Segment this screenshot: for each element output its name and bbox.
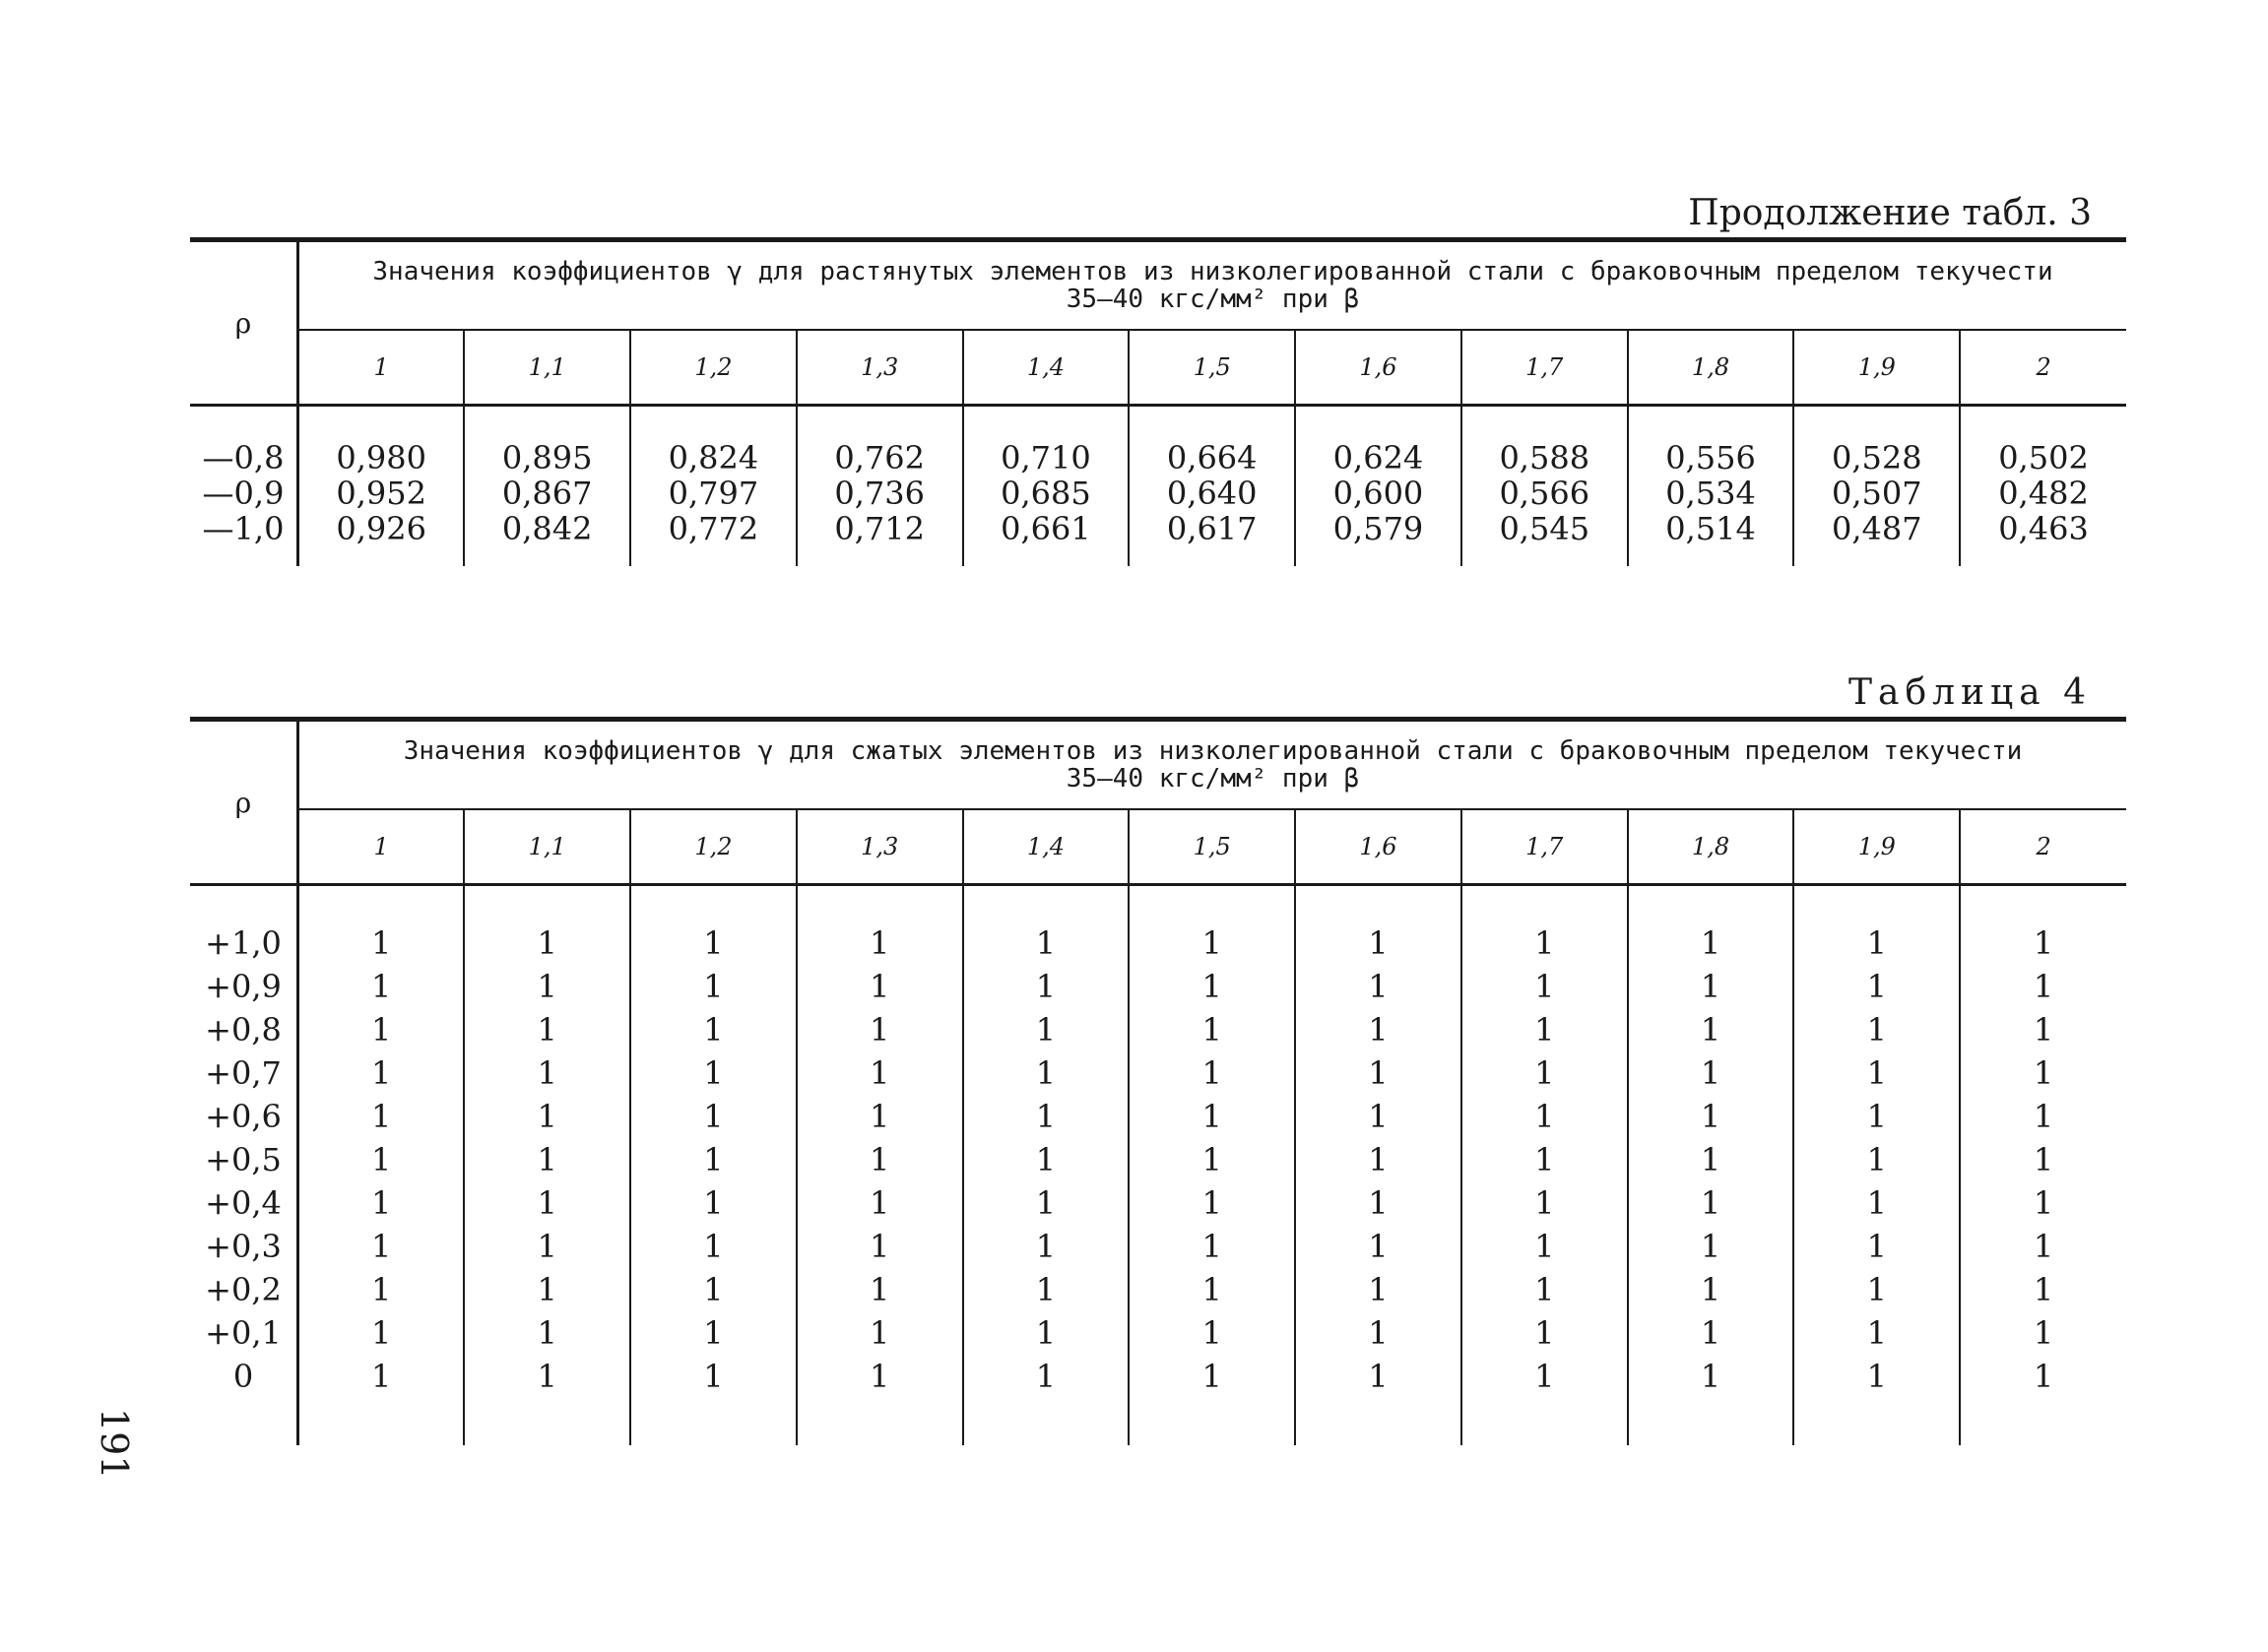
gamma-value: 1 [1793, 1008, 1960, 1051]
rho-value: +0,5 [190, 1138, 298, 1181]
gamma-value: 1 [2033, 1098, 2054, 1135]
table-row [190, 1051, 2126, 1095]
gamma-value: 1 [1628, 1268, 1794, 1311]
gamma-value: 1 [2033, 1314, 2054, 1352]
gamma-value: 1 [1295, 1051, 1461, 1095]
gamma-value: 0,482 [1998, 475, 2089, 512]
rho-value: +0,9 [190, 965, 298, 1008]
table-4-body [190, 885, 2126, 1446]
gamma-value: 1 [298, 1311, 465, 1355]
table-row [190, 885, 2126, 966]
gamma-value: 1 [1461, 1268, 1628, 1311]
gamma-value: 1 [1295, 885, 1461, 966]
table-row [190, 1181, 2126, 1225]
gamma-value: 1 [1295, 965, 1461, 1008]
gamma-value: 0,952 [298, 476, 465, 511]
gamma-value: 0,588 [1461, 406, 1628, 477]
table-row [190, 511, 2126, 566]
beta-column-header: 1,9 [1793, 809, 1960, 885]
gamma-value: 1 [963, 1311, 1130, 1355]
gamma-value: 1 [797, 1225, 963, 1268]
rho-value: +0,2 [190, 1268, 298, 1311]
gamma-value: 1 [1793, 1268, 1960, 1311]
table-3-title-line2: 35—40 кгс/мм² при β [1066, 285, 1360, 314]
gamma-value: 1 [963, 1181, 1130, 1225]
gamma-value: 1 [1793, 1095, 1960, 1138]
gamma-value: 1 [1628, 1051, 1794, 1095]
gamma-value: 1 [2033, 1054, 2054, 1092]
gamma-value: 0,617 [1129, 511, 1295, 566]
gamma-value: 1 [464, 1095, 630, 1138]
gamma-value: 0,507 [1793, 476, 1960, 511]
gamma-value: 1 [1461, 1311, 1628, 1355]
table-row [190, 1225, 2126, 1268]
gamma-value: 0,514 [1628, 511, 1794, 566]
table-row [190, 1268, 2126, 1311]
beta-column-header: 1,7 [1461, 330, 1628, 406]
gamma-value: 1 [298, 965, 465, 1008]
gamma-value: 1 [464, 965, 630, 1008]
gamma-value: 1 [1129, 1051, 1295, 1095]
rho-value: +0,1 [190, 1311, 298, 1355]
gamma-value: 1 [1628, 1181, 1794, 1225]
gamma-value: 0,528 [1793, 406, 1960, 477]
gamma-value: 1 [630, 885, 797, 966]
gamma-value: 1 [1793, 1138, 1960, 1181]
gamma-value: 1 [464, 1225, 630, 1268]
beta-column-header: 2 [1960, 809, 2126, 885]
gamma-value: 1 [797, 1051, 963, 1095]
gamma-value: 0,762 [797, 406, 963, 477]
gamma-value: 1 [630, 965, 797, 1008]
gamma-value: 1 [1628, 1008, 1794, 1051]
gamma-value: 1 [298, 1095, 465, 1138]
gamma-value: 1 [298, 1225, 465, 1268]
gamma-value: 1 [298, 1051, 465, 1095]
beta-column-header: 1,5 [1129, 330, 1295, 406]
gamma-value: 1 [298, 1268, 465, 1311]
gamma-value: 1 [1295, 1268, 1461, 1311]
gamma-value: 0,600 [1295, 476, 1461, 511]
gamma-value: 1 [1461, 1008, 1628, 1051]
gamma-value: 0,926 [298, 511, 465, 566]
gamma-value: 1 [1461, 965, 1628, 1008]
table-row [190, 406, 2126, 477]
beta-column-header: 1,4 [963, 809, 1130, 885]
rho-value: +0,7 [190, 1051, 298, 1095]
gamma-value: 1 [1628, 1225, 1794, 1268]
gamma-value: 1 [1129, 1181, 1295, 1225]
gamma-value: 0,661 [963, 511, 1130, 566]
gamma-value: 1 [2033, 1011, 2054, 1048]
gamma-value: 1 [1129, 1268, 1295, 1311]
gamma-value: 1 [464, 1008, 630, 1051]
gamma-value: 1 [1628, 1311, 1794, 1355]
gamma-value: 1 [797, 1095, 963, 1138]
gamma-value: 1 [797, 965, 963, 1008]
rho-value: +0,6 [190, 1095, 298, 1138]
gamma-value: 1 [1793, 1311, 1960, 1355]
beta-column-header: 1,3 [797, 330, 963, 406]
gamma-value: 1 [1793, 1181, 1960, 1225]
rho-value: —1,0 [190, 511, 298, 566]
table-4-beta-row [190, 809, 2126, 885]
beta-column-header: 1,5 [1129, 809, 1295, 885]
gamma-value: 1 [2033, 1228, 2054, 1265]
table-3 [190, 237, 2126, 566]
table-3-title [298, 240, 2127, 331]
gamma-value: 0,797 [630, 476, 797, 511]
beta-column-header: 1,9 [1793, 330, 1960, 406]
table-3-caption: Продолжение табл. 3 [1688, 193, 2092, 233]
gamma-value: 0,772 [630, 511, 797, 566]
table-row [190, 1008, 2126, 1051]
gamma-value: 1 [1295, 1008, 1461, 1051]
gamma-value: 1 [1129, 1138, 1295, 1181]
gamma-value: 1 [963, 1225, 1130, 1268]
gamma-value: 1 [1129, 1095, 1295, 1138]
table-4-caption: Таблица 4 [1848, 672, 2092, 713]
beta-column-header: 1,6 [1295, 330, 1461, 406]
table-3-title-line1: Значения коэффициентов γ для растянутых элементов из низколегированной стали с браковочным пределом текучести [372, 257, 2053, 286]
beta-column-header: 1,1 [464, 809, 630, 885]
gamma-value: 1 [464, 1051, 630, 1095]
beta-column-header: 1,4 [963, 330, 1130, 406]
gamma-value: 1 [963, 1051, 1130, 1095]
table-row [190, 1311, 2126, 1355]
gamma-value: 1 [1129, 1008, 1295, 1051]
gamma-value: 0,487 [1793, 511, 1960, 566]
gamma-value: 1 [1628, 885, 1794, 966]
beta-column-header: 1,2 [630, 330, 797, 406]
table-3-row-header: ρ [190, 240, 298, 406]
gamma-value: 1 [464, 1138, 630, 1181]
gamma-value: 0,824 [630, 406, 797, 477]
gamma-value: 1 [464, 1268, 630, 1311]
gamma-value: 1 [630, 1138, 797, 1181]
gamma-value: 1 [630, 1051, 797, 1095]
gamma-value: 0,624 [1295, 406, 1461, 477]
gamma-value: 1 [630, 1225, 797, 1268]
gamma-value: 1 [1461, 1138, 1628, 1181]
gamma-value: 0,736 [797, 476, 963, 511]
beta-column-header: 1,8 [1628, 330, 1794, 406]
gamma-value: 1 [630, 1311, 797, 1355]
gamma-value: 0,640 [1129, 476, 1295, 511]
gamma-value: 1 [1628, 1138, 1794, 1181]
beta-column-header: 1 [298, 330, 465, 406]
gamma-value: 1 [1295, 1095, 1461, 1138]
gamma-value: 1 [1129, 965, 1295, 1008]
gamma-value: 1 [630, 1268, 797, 1311]
gamma-value: 1 [630, 1355, 797, 1445]
gamma-value: 1 [1461, 1225, 1628, 1268]
gamma-value: 0,712 [797, 511, 963, 566]
gamma-value: 1 [298, 1181, 465, 1225]
gamma-value: 1 [1295, 1138, 1461, 1181]
gamma-value: 1 [963, 965, 1130, 1008]
gamma-value: 0,842 [464, 511, 630, 566]
gamma-value: 1 [464, 1311, 630, 1355]
gamma-value: 1 [464, 1355, 630, 1445]
gamma-value: 1 [298, 1138, 465, 1181]
gamma-value: 1 [2033, 1271, 2054, 1308]
rho-value: +0,4 [190, 1181, 298, 1225]
gamma-value: 1 [2033, 1358, 2054, 1395]
gamma-value: 1 [1461, 1181, 1628, 1225]
gamma-value: 1 [1461, 1051, 1628, 1095]
gamma-value: 0,534 [1628, 476, 1794, 511]
table-4 [190, 717, 2126, 1445]
table-row [190, 1355, 2126, 1445]
beta-column-header: 1,3 [797, 809, 963, 885]
beta-column-header: 1,2 [630, 809, 797, 885]
rho-value: +0,8 [190, 1008, 298, 1051]
beta-column-header: 1 [298, 809, 465, 885]
gamma-value: 1 [797, 1138, 963, 1181]
gamma-value: 1 [797, 1008, 963, 1051]
table-4-row-header: ρ [190, 720, 298, 885]
gamma-value: 0,463 [1998, 510, 2089, 547]
beta-column-header: 1,6 [1295, 809, 1461, 885]
gamma-value: 1 [2033, 1141, 2054, 1178]
rho-value: —0,8 [190, 406, 298, 477]
gamma-value: 1 [963, 1095, 1130, 1138]
table-4-title [298, 720, 2127, 810]
table-4-title-line2: 35—40 кгс/мм² при β [1066, 764, 1360, 794]
gamma-value: 1 [1628, 965, 1794, 1008]
gamma-value: 0,502 [1998, 439, 2089, 477]
gamma-value: 1 [1129, 885, 1295, 966]
gamma-value: 1 [464, 885, 630, 966]
gamma-value: 1 [630, 1095, 797, 1138]
gamma-value: 1 [1129, 1311, 1295, 1355]
table-row [190, 1095, 2126, 1138]
gamma-value: 1 [797, 1311, 963, 1355]
gamma-value: 1 [630, 1181, 797, 1225]
table-3-body [190, 406, 2126, 567]
gamma-value: 1 [797, 885, 963, 966]
rho-value: —0,9 [190, 476, 298, 511]
gamma-value: 0,579 [1295, 511, 1461, 566]
gamma-value: 1 [464, 1181, 630, 1225]
gamma-value: 0,664 [1129, 406, 1295, 477]
table-4-title-line1: Значения коэффициентов γ для сжатых элементов из низколегированной стали с браковочным пределом текучести [403, 736, 2023, 766]
gamma-value: 1 [298, 1008, 465, 1051]
gamma-value: 1 [2033, 924, 2054, 962]
gamma-value: 0,545 [1461, 511, 1628, 566]
gamma-value: 1 [1295, 1225, 1461, 1268]
gamma-value: 0,566 [1461, 476, 1628, 511]
rho-value: +1,0 [190, 885, 298, 966]
gamma-value: 1 [2033, 1184, 2054, 1222]
gamma-value: 0,867 [464, 476, 630, 511]
table-row [190, 476, 2126, 511]
page-number: 191 [93, 1408, 136, 1480]
gamma-value: 1 [963, 885, 1130, 966]
beta-column-header: 1,8 [1628, 809, 1794, 885]
gamma-value: 1 [797, 1181, 963, 1225]
gamma-value: 1 [1628, 1095, 1794, 1138]
gamma-value: 1 [1461, 1095, 1628, 1138]
beta-column-header: 1,7 [1461, 809, 1628, 885]
gamma-value: 1 [2033, 968, 2054, 1005]
gamma-value: 1 [963, 1355, 1130, 1445]
gamma-value: 1 [630, 1008, 797, 1051]
gamma-value: 1 [1461, 1355, 1628, 1445]
gamma-value: 1 [963, 1008, 1130, 1051]
gamma-value: 1 [298, 885, 465, 966]
gamma-value: 1 [1295, 1311, 1461, 1355]
gamma-value: 1 [1793, 885, 1960, 966]
gamma-value: 1 [1793, 1225, 1960, 1268]
table-row [190, 1138, 2126, 1181]
gamma-value: 1 [797, 1355, 963, 1445]
rho-value: 0 [190, 1355, 298, 1445]
gamma-value: 1 [1793, 965, 1960, 1008]
gamma-value: 1 [1461, 885, 1628, 966]
gamma-value: 1 [1129, 1225, 1295, 1268]
gamma-value: 0,710 [963, 406, 1130, 477]
gamma-value: 1 [298, 1355, 465, 1445]
gamma-value: 0,980 [298, 406, 465, 477]
beta-column-header: 1,1 [464, 330, 630, 406]
gamma-value: 1 [1793, 1051, 1960, 1095]
gamma-value: 0,895 [464, 406, 630, 477]
gamma-value: 1 [1628, 1355, 1794, 1445]
gamma-value: 1 [963, 1268, 1130, 1311]
beta-column-header: 2 [1960, 330, 2126, 406]
table-3-beta-row [190, 330, 2126, 406]
gamma-value: 1 [1295, 1355, 1461, 1445]
gamma-value: 1 [963, 1138, 1130, 1181]
gamma-value: 0,556 [1628, 406, 1794, 477]
gamma-value: 0,685 [963, 476, 1130, 511]
gamma-value: 1 [1129, 1355, 1295, 1445]
table-row [190, 965, 2126, 1008]
rho-value: +0,3 [190, 1225, 298, 1268]
gamma-value: 1 [797, 1268, 963, 1311]
gamma-value: 1 [1295, 1181, 1461, 1225]
gamma-value: 1 [1793, 1355, 1960, 1445]
